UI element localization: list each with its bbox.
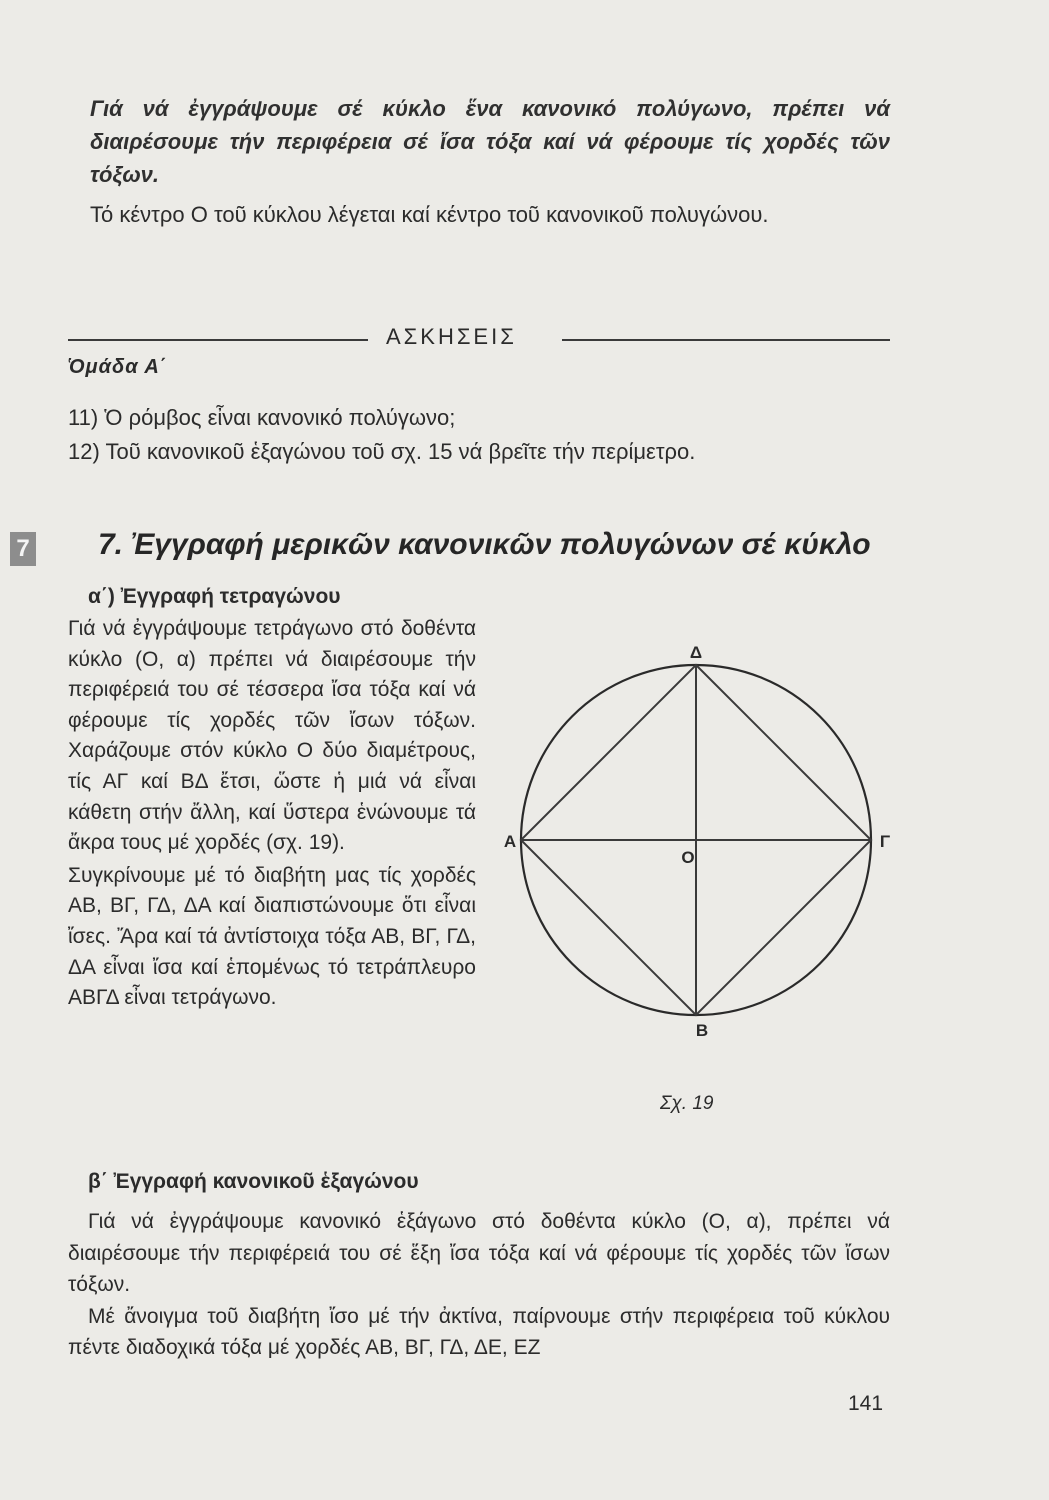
- exercises-rule-left: [68, 339, 368, 341]
- exercise-item: 12) Τοῦ κανονικοῦ ἑξαγώνου τοῦ σχ. 15 νά βρεῖτε τήν περίμετρο.: [68, 439, 696, 464]
- exercise-item: 11) Ὁ ρόμβος εἶναι κανονικό πολύγωνο;: [68, 405, 456, 430]
- section-title: 7. Ἐγγραφή μερικῶν κανονικῶν πολυγώνων σέ κύκλο: [98, 528, 871, 561]
- square-paragraph-2-start: Συγκρίνουμε μέ τό διαβήτη μας τίς χορδές ΑΒ, ΒΓ, ΓΔ, ΔΑ καί διαπιστώνουμε ὅτι εἶναι ἴσες. Ἄρα καί τά ἀντίστοιχα τόξα: [68, 863, 476, 948]
- square-paragraph-2: Συγκρίνουμε μέ τό διαβήτη μας τίς χορδές ΑΒ, ΒΓ, ΓΔ, ΔΑ καί διαπιστώνουμε ὅτι εἶναι ἴσες. Ἄρα καί τά ἀντίστοιχα τόξα ΑΒ, ΒΓ, ΓΔ, ΔΑ εἶναι ἴσα καί ἑπομένως τό τετράπλευρο ΑΒΓΔ εἶναι τετράγωνο.: [68, 863, 476, 1010]
- exercises-title: ΑΣΚΗΣΕΙΣ: [386, 324, 517, 349]
- label-delta: Δ: [689, 643, 703, 662]
- square-heading: α΄) Ἐγγραφή τετραγώνου: [88, 585, 341, 608]
- figure-19: [496, 640, 906, 1060]
- page-number: 141: [848, 1392, 884, 1415]
- label-alpha: Α: [503, 832, 517, 851]
- intro-italic-paragraph: Γιά νά ἐγγράψουμε σέ κύκλο ἕνα κανονικό πολύγωνο, πρέπει νά διαιρέσουμε τήν περιφέρεια σέ ἴσα τόξα καί νά φέρουμε τίς χορδές τῶν τόξων.: [90, 96, 890, 187]
- hexagon-paragraph-2: Μέ ἄνοιγμα τοῦ διαβήτη ἴσο μέ τήν ἀκτίνα, παίρνουμε στήν περιφέρεια τοῦ κύκλου πέντε διαδοχικά τόξα μέ χορδές ΑΒ, ΒΓ, ΓΔ, ΔΕ, ΕΖ: [68, 1304, 890, 1359]
- exercises-rule-right: [562, 339, 890, 341]
- arc-gd: ΓΔ: [446, 924, 471, 948]
- arc-da: ΔΑ: [68, 955, 95, 979]
- square-text-column: [68, 614, 476, 1014]
- hexagon-paragraph-1: Γιά νά ἐγγράψουμε κανονικό ἑξάγωνο στό δοθέντα κύκλο (Ο, α), πρέπει νά διαιρέσουμε τήν περιφέρειά του σέ ἕξη ἴσα τόξα καί νά φέρουμε τίς χορδές τῶν ἴσων τόξων.: [68, 1210, 890, 1296]
- section-badge: 7: [10, 532, 36, 566]
- arc-bg: ΒΓ: [411, 924, 435, 948]
- label-beta: Β: [695, 1021, 709, 1040]
- figure-caption: Σχ. 19: [660, 1093, 714, 1114]
- hexagon-text: [68, 1206, 890, 1364]
- square-paragraph-2-end: εἶναι ἴσα καί ἑπομένως τό τετράπλευρο ΑΒΓΔ εἶναι τετράγωνο.: [68, 955, 476, 1010]
- group-label: Ὁμάδα Α΄: [68, 356, 168, 378]
- hexagon-heading: β΄ Ἐγγραφή κανονικοῦ ἑξαγώνου: [88, 1170, 419, 1193]
- intro-center-paragraph: Τό κέντρο Ο τοῦ κύκλου λέγεται καί κέντρο τοῦ κανονικοῦ πολυγώνου.: [90, 202, 769, 227]
- label-gamma: Γ: [879, 832, 891, 851]
- square-paragraph-1: Γιά νά ἐγγράψουμε τετράγωνο στό δοθέντα κύκλο (Ο, α) πρέπει νά διαιρέσουμε τήν περιφέρειά του σέ τέσσερα ἴσα τόξα καί νά φέρουμε τίς χορδές τῶν ἴσων τόξων. Χαράζουμε στόν κύκλο Ο δύο διαμέτρους, τίς ΑΓ καί ΒΔ ἔτσι, ὥστε ἡ μιά νά εἶναι κάθετη στήν ἄλλη, καί ὕστερα ἑνώνουμε τά ἄκρα τους μέ χορδές (σχ. 19).: [68, 617, 476, 855]
- arc-ab: ΑΒ: [371, 924, 400, 948]
- label-center-o: Ο: [681, 848, 695, 867]
